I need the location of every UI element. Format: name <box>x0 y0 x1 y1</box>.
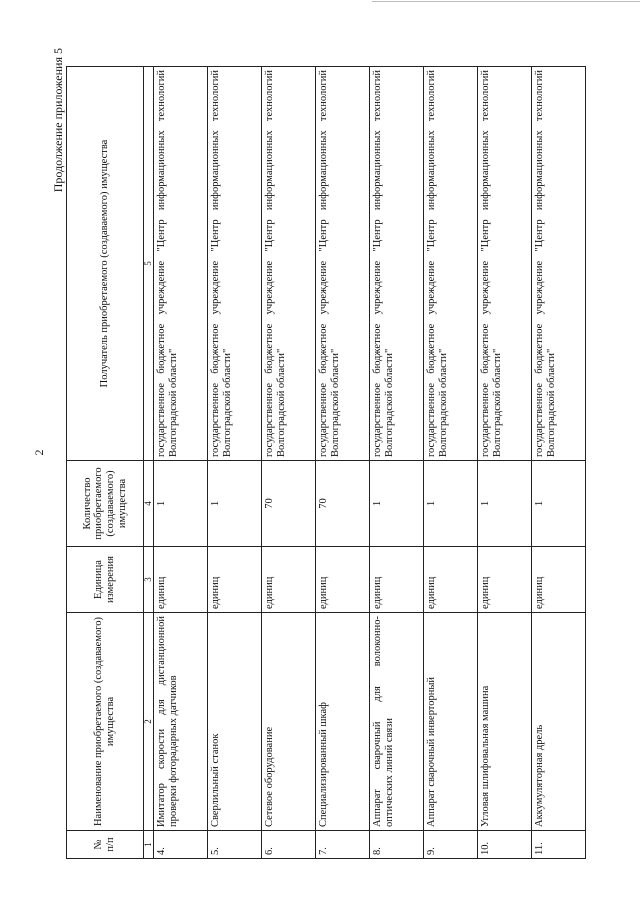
quantity-cell: 70 <box>316 461 370 547</box>
row-number: 5. <box>208 831 262 859</box>
property-table <box>66 66 586 859</box>
column-number: 1 <box>144 831 154 859</box>
item-name: Аппарат сварочный для волоконно-оптических линий связи <box>370 613 424 831</box>
header-recipient: Получатель приобретаемого (создаваемого) имущества <box>67 67 144 461</box>
header-number: № п/п <box>67 831 144 859</box>
table-row <box>316 67 370 859</box>
item-name: Сверлильный станок <box>208 613 262 831</box>
recipient-cell: государственное бюджетное учреждение "Центр информационных технологий Волгоградской области" <box>262 67 316 461</box>
recipient-cell: государственное бюджетное учреждение "Центр информационных технологий Волгоградской области" <box>208 67 262 461</box>
unit-cell: единиц <box>208 547 262 613</box>
row-number: 11. <box>532 831 586 859</box>
table-row <box>262 67 316 859</box>
row-number: 9. <box>424 831 478 859</box>
quantity-cell: 1 <box>424 461 478 547</box>
unit-cell: единиц <box>424 547 478 613</box>
column-number: 5 <box>144 67 154 461</box>
table-row <box>208 67 262 859</box>
header-quantity: Количество приобретаемого (создаваемого) имущества <box>67 461 144 547</box>
item-name: Аппарат сварочный инверторный <box>424 613 478 831</box>
table-row <box>478 67 532 859</box>
quantity-cell: 1 <box>370 461 424 547</box>
recipient-cell: государственное бюджетное учреждение "Центр информационных технологий Волгоградской области" <box>532 67 586 461</box>
item-name: Специализированный шкаф <box>316 613 370 831</box>
unit-cell: единиц <box>478 547 532 613</box>
quantity-cell: 1 <box>478 461 532 547</box>
page-number: 2 <box>32 449 46 456</box>
row-number: 4. <box>154 831 208 859</box>
row-number: 10. <box>478 831 532 859</box>
recipient-cell: государственное бюджетное учреждение "Центр информационных технологий Волгоградской области" <box>424 67 478 461</box>
quantity-cell: 70 <box>262 461 316 547</box>
table-row <box>532 67 586 859</box>
quantity-cell: 1 <box>208 461 262 547</box>
row-number: 7. <box>316 831 370 859</box>
item-name: Аккумуляторная дрель <box>532 613 586 831</box>
column-number: 3 <box>144 547 154 613</box>
continuation-caption: Продолжение приложения 5 <box>51 48 65 193</box>
row-number: 6. <box>262 831 316 859</box>
recipient-cell: государственное бюджетное учреждение "Центр информационных технологий Волгоградской области" <box>154 67 208 461</box>
unit-cell: единиц <box>316 547 370 613</box>
header-name: Наименование приобретаемого (создаваемого) имущества <box>67 613 144 831</box>
quantity-cell: 1 <box>532 461 586 547</box>
header-unit: Единица измерения <box>67 547 144 613</box>
recipient-cell: государственное бюджетное учреждение "Центр информационных технологий Волгоградской области" <box>316 67 370 461</box>
item-name: Сетевое оборудование <box>262 613 316 831</box>
table-header-row <box>67 67 144 859</box>
unit-cell: единиц <box>262 547 316 613</box>
item-name: Имитатор скорости для дистанционной проверки фоторадарных датчиков <box>154 613 208 831</box>
recipient-cell: государственное бюджетное учреждение "Центр информационных технологий Волгоградской области" <box>478 67 532 461</box>
column-number-row <box>144 67 154 859</box>
unit-cell: единиц <box>154 547 208 613</box>
table-row <box>154 67 208 859</box>
table-row <box>370 67 424 859</box>
item-name: Угловая шлифовальная машина <box>478 613 532 831</box>
recipient-cell: государственное бюджетное учреждение "Центр информационных технологий Волгоградской области" <box>370 67 424 461</box>
column-number: 2 <box>144 613 154 831</box>
quantity-cell: 1 <box>154 461 208 547</box>
row-number: 8. <box>370 831 424 859</box>
column-number: 4 <box>144 461 154 547</box>
table-row <box>424 67 478 859</box>
unit-cell: единиц <box>532 547 586 613</box>
unit-cell: единиц <box>370 547 424 613</box>
